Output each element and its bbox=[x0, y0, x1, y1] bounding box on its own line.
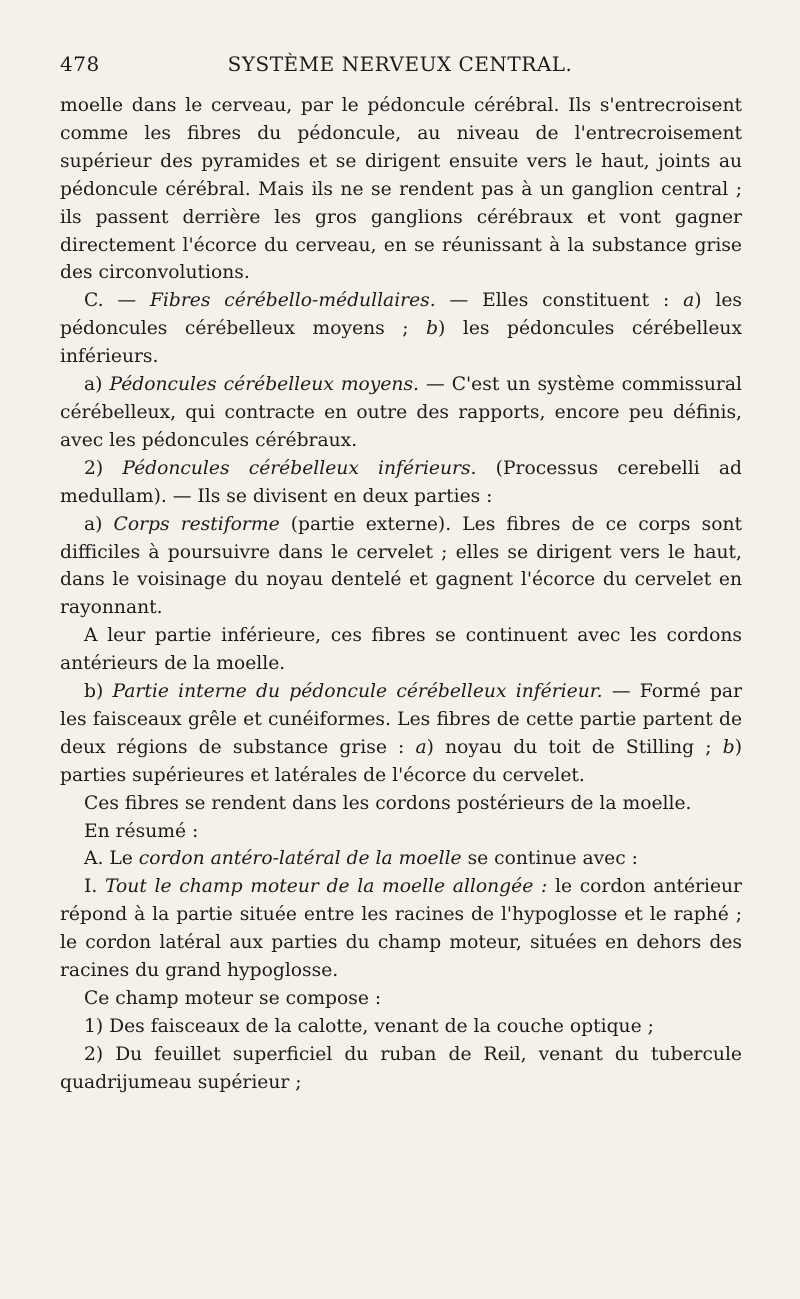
text-run: 2) bbox=[84, 457, 123, 479]
italic-text: b bbox=[426, 318, 439, 340]
text-run: — C'est un système commissural cérébelleux, qui contracte en outre des rapports, encore peu définis, avec les pédoncules cérébraux. bbox=[60, 374, 742, 451]
page-header bbox=[60, 52, 740, 82]
paragraph bbox=[60, 92, 742, 287]
text-run: En résumé : bbox=[84, 820, 199, 842]
italic-text: a bbox=[683, 290, 695, 312]
italic-text: Fibres cérébello-médullaires. bbox=[149, 290, 436, 312]
italic-text: Partie interne du pédoncule cérébelleux inférieur. bbox=[112, 681, 603, 703]
italic-text: Corps restiforme bbox=[113, 513, 280, 535]
page-number: 478 bbox=[60, 52, 100, 76]
italic-text: cordon antéro-latéral de la moelle bbox=[138, 848, 462, 870]
text-run: — Elles constituent : bbox=[435, 290, 684, 312]
text-run: ) noyau du toit de Stilling ; bbox=[426, 736, 723, 758]
text-run: 2) Du feuillet superficiel du ruban de Reil, venant du tubercule quadrijumeau supérieur ; bbox=[60, 1043, 742, 1093]
paragraph bbox=[60, 790, 742, 818]
italic-text: a bbox=[415, 736, 427, 758]
paragraph bbox=[60, 1013, 742, 1041]
text-run: a) bbox=[84, 374, 110, 396]
italic-text: Tout le champ moteur de la moelle allongée : bbox=[105, 876, 548, 898]
paragraph bbox=[60, 873, 742, 985]
paragraph bbox=[60, 287, 742, 371]
running-title: SYSTÈME NERVEUX CENTRAL. bbox=[227, 52, 573, 76]
text-run: 1) Des faisceaux de la calotte, venant de la couche optique ; bbox=[84, 1015, 654, 1037]
text-run: le cordon antérieur répond à la partie située entre les racines de l'hypoglosse et le raphé ; le cordon latéral aux parties du champ moteur, situées en dehors des racines du grand hypoglosse. bbox=[60, 876, 742, 982]
paragraph bbox=[60, 511, 742, 623]
text-run: A leur partie inférieure, ces fibres se continuent avec les cordons antérieurs de la moelle. bbox=[60, 625, 742, 675]
italic-text: b bbox=[722, 736, 735, 758]
text-run: b) bbox=[84, 681, 113, 703]
text-run: Ces fibres se rendent dans les cordons postérieurs de la moelle. bbox=[84, 792, 692, 814]
paragraph bbox=[60, 678, 742, 790]
text-run: A. Le bbox=[84, 848, 139, 870]
text-run: ) les pédoncules cérébelleux inférieurs. bbox=[60, 318, 743, 368]
text-run: C. — bbox=[84, 290, 150, 312]
text-run: moelle dans le cerveau, par le pédoncule cérébral. Ils s'entrecroisent comme les fibres du pédoncule, au niveau de l'entrecroisement supérieur des pyramides et se dirigent ensuite vers le haut, joints au pédoncule cérébral. Mais ils ne se rendent pas à un ganglion central ; ils passent derrière les gros ganglions cérébraux et vont gagner directement l'écorce du cerveau, en se réunissant à la substance grise des circonvolutions. bbox=[60, 95, 742, 284]
text-run: (Processus cerebelli ad medullam). — Ils se divisent en deux parties : bbox=[60, 457, 743, 507]
text-run: I. bbox=[84, 876, 106, 898]
text-run: ) les pédoncules cérébelleux moyens ; bbox=[60, 290, 743, 340]
italic-text: Pédoncules cérébelleux moyens. bbox=[109, 374, 419, 396]
paragraph bbox=[60, 1041, 742, 1097]
text-run: — Formé par les faisceaux grêle et cunéiformes. Les fibres de cette partie partent de deux régions de substance grise : bbox=[60, 681, 743, 758]
text-run: (partie externe). Les fibres de ce corps sont difficiles à poursuivre dans le cervelet ; elles se dirigent vers le haut, dans le voisinage du noyau dentelé et gagnent l'écorce du cervelet en rayonnant. bbox=[60, 513, 742, 619]
paragraph bbox=[60, 818, 742, 846]
paragraph bbox=[60, 455, 742, 511]
text-run: Ce champ moteur se compose : bbox=[84, 988, 382, 1009]
text-run: ) parties supérieures et latérales de l'écorce du cervelet. bbox=[60, 736, 742, 786]
italic-text: Pédoncules cérébelleux inférieurs. bbox=[122, 457, 477, 479]
paragraph bbox=[60, 622, 742, 678]
text-run: se continue avec : bbox=[461, 848, 638, 870]
paragraph bbox=[60, 371, 742, 455]
body-text bbox=[60, 92, 742, 1097]
paragraph bbox=[60, 845, 742, 873]
paragraph bbox=[60, 985, 742, 1013]
text-run: a) bbox=[84, 513, 114, 535]
